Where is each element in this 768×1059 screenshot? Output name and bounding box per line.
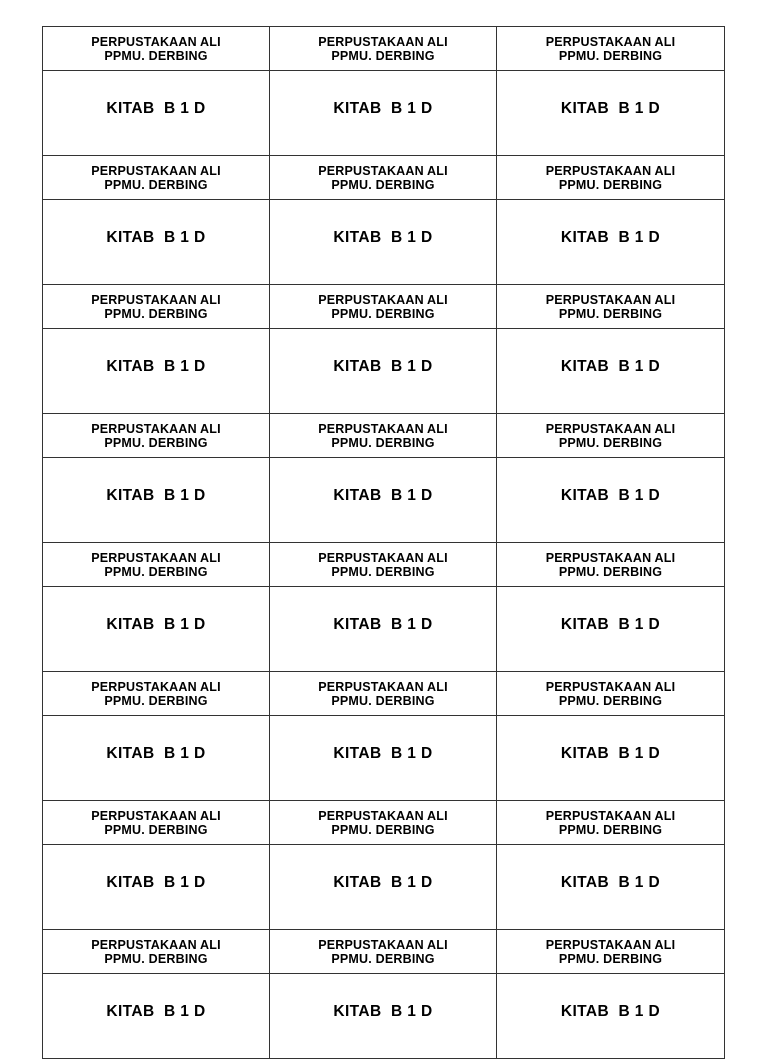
label-header-cell [43, 672, 270, 716]
label-code-cell [43, 329, 270, 414]
shelf-code: KITAB B 1 D [333, 229, 433, 246]
label-header-cell [497, 156, 725, 200]
institution-name: PPMU. DERBING [331, 177, 435, 192]
label-header-cell [497, 543, 725, 587]
library-name: PERPUSTAKAAN ALI [318, 679, 448, 694]
label-code-cell [497, 587, 725, 672]
library-name: PERPUSTAKAAN ALI [318, 421, 448, 436]
label-header-row [43, 27, 725, 71]
label-code-row [43, 716, 725, 801]
shelf-code: KITAB B 1 D [333, 100, 433, 117]
label-code-cell [497, 71, 725, 156]
label-header-cell [270, 930, 497, 974]
label-header-cell [43, 543, 270, 587]
shelf-code: KITAB B 1 D [106, 874, 206, 891]
label-code-cell [43, 845, 270, 930]
shelf-code: KITAB B 1 D [333, 874, 433, 891]
institution-name: PPMU. DERBING [104, 177, 208, 192]
label-code-cell [497, 458, 725, 543]
shelf-code: KITAB B 1 D [106, 100, 206, 117]
label-header-row [43, 156, 725, 200]
institution-name: PPMU. DERBING [104, 306, 208, 321]
label-header-cell [270, 285, 497, 329]
institution-name: PPMU. DERBING [558, 822, 663, 837]
shelf-code: KITAB B 1 D [560, 487, 661, 504]
institution-name: PPMU. DERBING [558, 177, 663, 192]
library-name: PERPUSTAKAAN ALI [91, 550, 221, 565]
label-code-cell [43, 71, 270, 156]
label-header-cell [270, 156, 497, 200]
library-name: PERPUSTAKAAN ALI [318, 550, 448, 565]
label-header-cell [43, 414, 270, 458]
shelf-code: KITAB B 1 D [560, 1003, 661, 1020]
label-code-cell [270, 200, 497, 285]
label-header-cell [43, 156, 270, 200]
label-code-cell [497, 329, 725, 414]
label-code-cell [497, 974, 725, 1059]
institution-name: PPMU. DERBING [331, 306, 435, 321]
label-header-cell [43, 27, 270, 71]
institution-name: PPMU. DERBING [331, 48, 435, 63]
institution-name: PPMU. DERBING [331, 693, 435, 708]
shelf-code: KITAB B 1 D [106, 358, 206, 375]
shelf-code: KITAB B 1 D [560, 874, 661, 891]
label-header-row [43, 414, 725, 458]
label-header-row [43, 930, 725, 974]
label-header-cell [43, 930, 270, 974]
label-header-cell [270, 27, 497, 71]
library-name: PERPUSTAKAAN ALI [545, 679, 676, 694]
label-header-cell [270, 414, 497, 458]
library-name: PERPUSTAKAAN ALI [318, 292, 448, 307]
label-code-cell [270, 845, 497, 930]
shelf-code: KITAB B 1 D [333, 616, 433, 633]
label-header-row [43, 672, 725, 716]
label-code-cell [43, 716, 270, 801]
shelf-code: KITAB B 1 D [560, 616, 661, 633]
library-name: PERPUSTAKAAN ALI [318, 34, 448, 49]
label-code-row [43, 587, 725, 672]
shelf-code: KITAB B 1 D [106, 616, 206, 633]
institution-name: PPMU. DERBING [331, 822, 435, 837]
institution-name: PPMU. DERBING [104, 435, 208, 450]
library-name: PERPUSTAKAAN ALI [91, 808, 221, 823]
label-sheet [42, 26, 725, 1059]
label-header-row [43, 285, 725, 329]
label-header-cell [497, 27, 725, 71]
label-header-row [43, 543, 725, 587]
label-code-row [43, 845, 725, 930]
label-header-cell [43, 285, 270, 329]
shelf-code: KITAB B 1 D [333, 358, 433, 375]
label-code-cell [270, 329, 497, 414]
label-code-cell [43, 587, 270, 672]
label-code-row [43, 329, 725, 414]
library-name: PERPUSTAKAAN ALI [91, 292, 221, 307]
shelf-code: KITAB B 1 D [106, 487, 206, 504]
label-header-cell [270, 543, 497, 587]
label-code-row [43, 71, 725, 156]
library-name: PERPUSTAKAAN ALI [91, 163, 221, 178]
library-name: PERPUSTAKAAN ALI [545, 550, 676, 565]
label-code-cell [497, 716, 725, 801]
institution-name: PPMU. DERBING [331, 564, 435, 579]
institution-name: PPMU. DERBING [558, 306, 663, 321]
label-code-cell [497, 200, 725, 285]
institution-name: PPMU. DERBING [558, 951, 663, 966]
shelf-code: KITAB B 1 D [560, 100, 661, 117]
library-name: PERPUSTAKAAN ALI [545, 163, 676, 178]
institution-name: PPMU. DERBING [331, 951, 435, 966]
shelf-code: KITAB B 1 D [560, 229, 661, 246]
label-code-cell [270, 974, 497, 1059]
library-name: PERPUSTAKAAN ALI [318, 937, 448, 952]
label-code-cell [43, 974, 270, 1059]
library-name: PERPUSTAKAAN ALI [545, 937, 676, 952]
library-name: PERPUSTAKAAN ALI [545, 34, 676, 49]
shelf-code: KITAB B 1 D [333, 745, 433, 762]
label-code-row [43, 458, 725, 543]
label-code-cell [270, 716, 497, 801]
institution-name: PPMU. DERBING [104, 951, 208, 966]
library-name: PERPUSTAKAAN ALI [91, 679, 221, 694]
shelf-code: KITAB B 1 D [106, 229, 206, 246]
institution-name: PPMU. DERBING [104, 48, 208, 63]
library-name: PERPUSTAKAAN ALI [318, 163, 448, 178]
library-name: PERPUSTAKAAN ALI [545, 421, 676, 436]
library-name: PERPUSTAKAAN ALI [91, 421, 221, 436]
label-header-cell [497, 414, 725, 458]
library-name: PERPUSTAKAAN ALI [545, 292, 676, 307]
label-sheet-body [43, 27, 725, 1059]
library-name: PERPUSTAKAAN ALI [318, 808, 448, 823]
label-code-cell [270, 587, 497, 672]
shelf-code: KITAB B 1 D [560, 745, 661, 762]
label-code-cell [270, 458, 497, 543]
library-name: PERPUSTAKAAN ALI [91, 34, 221, 49]
label-header-cell [270, 672, 497, 716]
label-header-cell [497, 801, 725, 845]
label-header-cell [270, 801, 497, 845]
shelf-code: KITAB B 1 D [333, 487, 433, 504]
institution-name: PPMU. DERBING [558, 48, 663, 63]
institution-name: PPMU. DERBING [558, 693, 663, 708]
label-code-cell [43, 458, 270, 543]
library-name: PERPUSTAKAAN ALI [91, 937, 221, 952]
label-header-cell [497, 672, 725, 716]
shelf-code: KITAB B 1 D [333, 1003, 433, 1020]
label-header-cell [497, 285, 725, 329]
shelf-code: KITAB B 1 D [106, 745, 206, 762]
institution-name: PPMU. DERBING [104, 564, 208, 579]
shelf-code: KITAB B 1 D [106, 1003, 206, 1020]
institution-name: PPMU. DERBING [331, 435, 435, 450]
institution-name: PPMU. DERBING [558, 564, 663, 579]
label-code-cell [43, 200, 270, 285]
label-header-cell [43, 801, 270, 845]
label-header-cell [497, 930, 725, 974]
label-code-row [43, 974, 725, 1059]
label-code-cell [270, 71, 497, 156]
institution-name: PPMU. DERBING [104, 822, 208, 837]
label-header-row [43, 801, 725, 845]
institution-name: PPMU. DERBING [104, 693, 208, 708]
label-code-cell [497, 845, 725, 930]
shelf-code: KITAB B 1 D [560, 358, 661, 375]
institution-name: PPMU. DERBING [558, 435, 663, 450]
library-name: PERPUSTAKAAN ALI [545, 808, 676, 823]
label-code-row [43, 200, 725, 285]
